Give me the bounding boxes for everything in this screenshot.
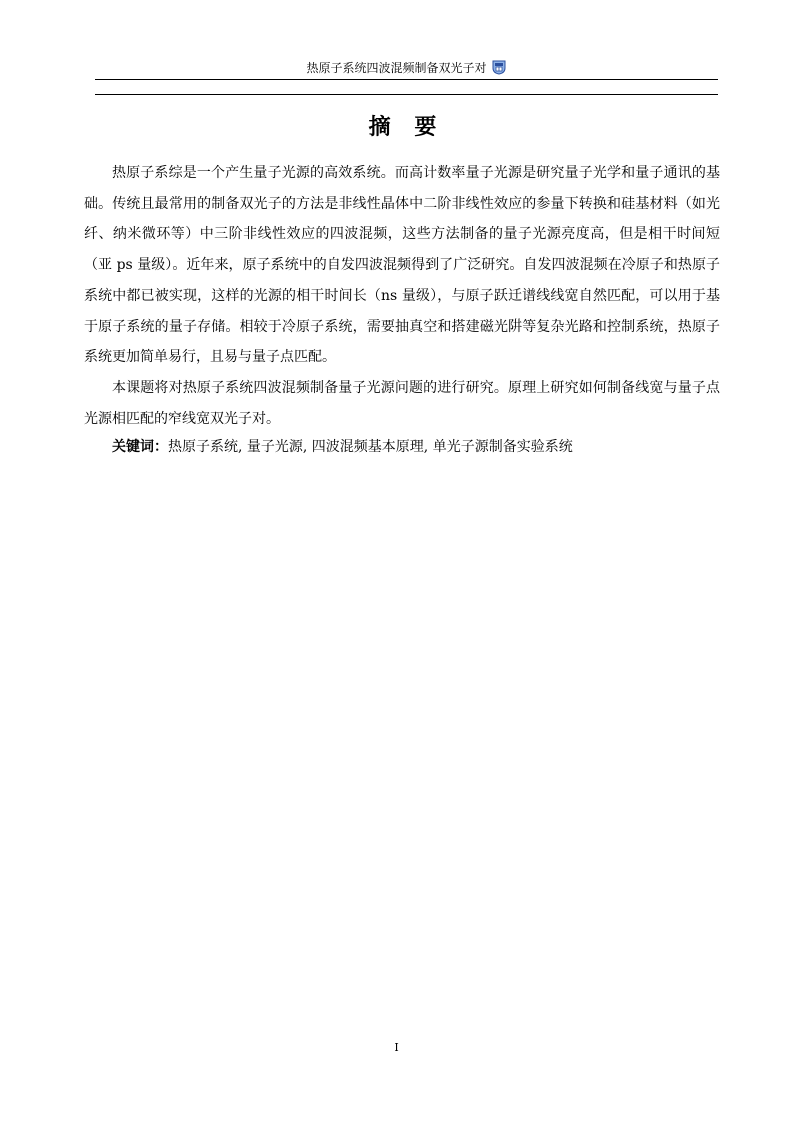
abstract-heading: 摘 要: [368, 115, 445, 140]
header-title: 热原子系统四波混频制备双光子对: [306, 61, 487, 75]
university-emblem-icon: [491, 59, 507, 75]
abstract-body: [84, 158, 720, 460]
keywords-text: 热原子系统, 量子光源, 四波混频基本原理, 单光子源制备实验系统: [168, 439, 573, 456]
header-rule-top: [95, 79, 718, 80]
abstract-paragraph-2: 本课题将对热原子系统四波混频制备量子光源问题的进行研究。原理上研究如何制备线宽与量子点光源相匹配的窄线宽双光子对。: [84, 379, 720, 427]
abstract-paragraph-1: 热原子系综是一个产生量子光源的高效系统。而高计数率量子光源是研究量子光学和量子通讯的基础。传统且最常用的制备双光子的方法是非线性晶体中二阶非线性效应的参量下转换和硅基材料（如光纤、纳米微环等）中三阶非线性效应的四波混频，这些方法制备的量子光源亮度高，但是相干时间短（亚 ps 量级）。近年来，原子系统中的自发四波混频得到了广泛研究。自发四波混频在冷原子和热原子系统中都已被实现，这样的光源的相干时间长（ns 量级），与原子跃迁谱线线宽自然匹配，可以用于基于原子系统的量子存储。相较于冷原子系统，需要抽真空和搭建磁光阱等复杂光路和控制系统，热原子系统更加简单易行，且易与量子点匹配。: [84, 165, 720, 366]
keywords-line: [84, 434, 720, 460]
keywords-label: 关键词：: [112, 439, 168, 456]
header-rule-bottom: [95, 94, 718, 95]
running-header: [95, 58, 718, 78]
page-number: I: [394, 1041, 399, 1054]
